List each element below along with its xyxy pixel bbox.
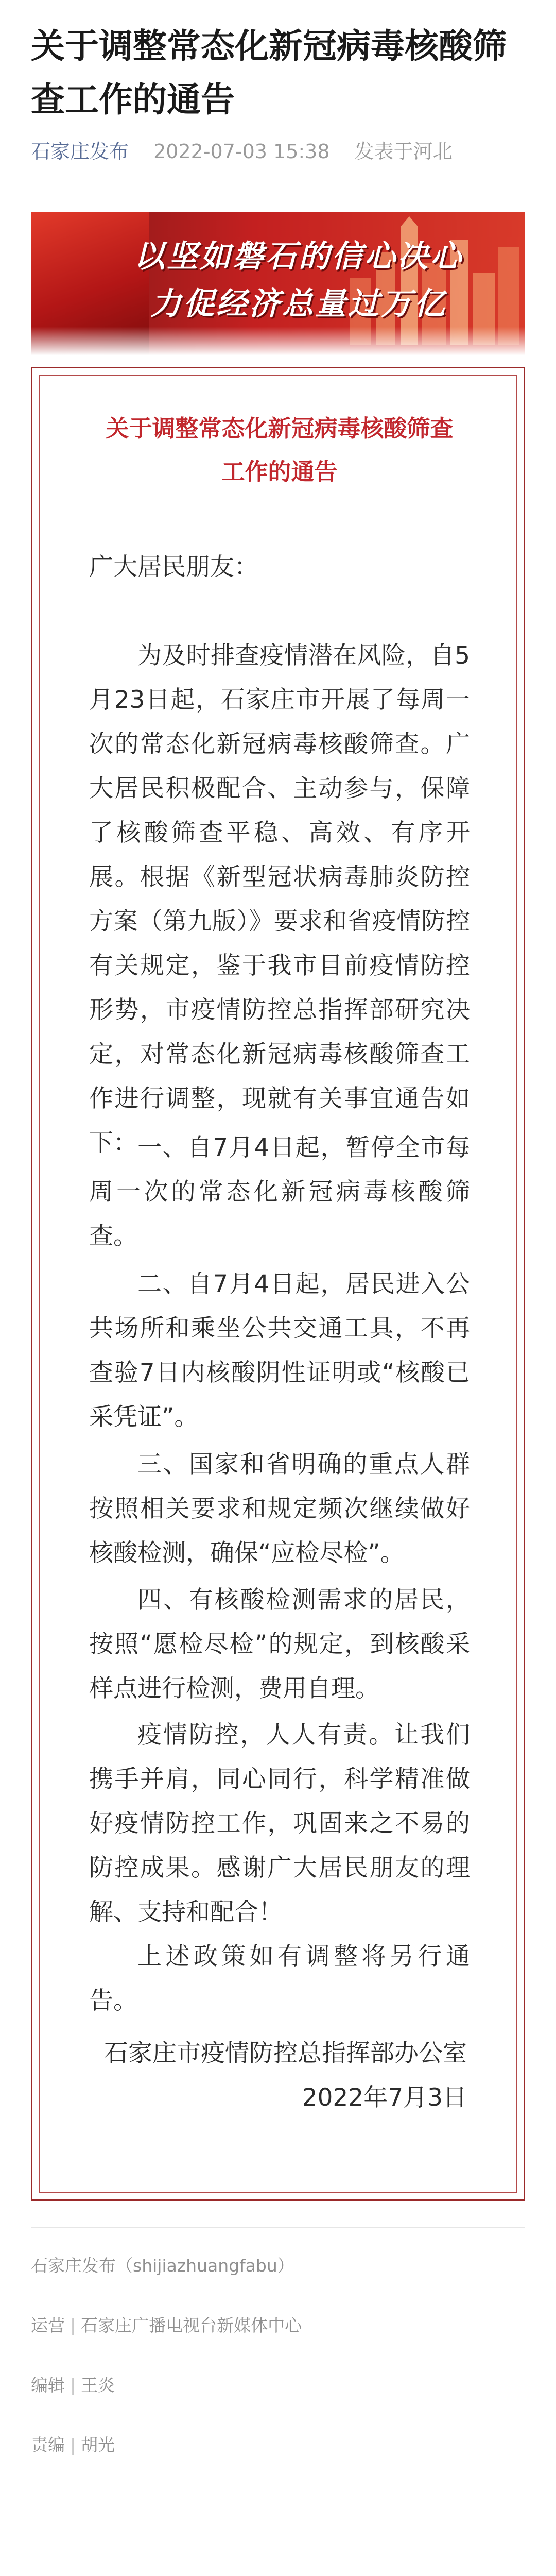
notice-frame [31,367,525,2201]
notice-closing: 疫情防控，人人有责。让我们携手并肩，同心同行，科学精准做好疫情防控工作，巩固来之不易的防控成果。感谢广大居民朋友的理解、支持和配合！ [89,1721,470,1926]
signature-org: 石家庄市疫情防控总指挥部办公室 [104,2039,467,2067]
notice-policy-note: 上述政策如有调整将另行通告。 [89,1942,470,2015]
notice-item-4: 四、有核酸检测需求的居民，按照“愿检尽检”的规定，到核酸采样点进行检测，费用自理。 [89,1586,470,1703]
notice-title: 关于调整常态化新冠病毒核酸筛查工作的通告 [106,415,454,485]
footer-divider [31,2227,525,2228]
page-title: 关于调整常态化新冠病毒核酸筛查工作的通告 [31,26,507,120]
operation-label: 运营 [31,2315,65,2335]
editor-label: 编辑 [31,2375,65,2395]
notice-paragraph-intro: 为及时排查疫情潜在风险，自5月23日起，石家庄市开展了每周一次的常态化新冠病毒核酸筛查。广大居民积极配合、主动参与，保障了核酸筛查平稳、高效、有序开展。根据《新型冠状病毒肺炎防控方案（第九版）》要求和省疫情防控有关规定，鉴于我市目前疫情防控形势，市疫情防控总指挥部研究决定，对常态化新冠病毒核酸筛查工作进行调整，现就有关事宜通告如下： [89,641,470,1157]
footer-chief-editor [31,2433,525,2458]
banner-fade [31,327,525,355]
publish-location: 发表于河北 [354,140,453,163]
separator: | [70,2375,76,2395]
header-banner [31,212,525,355]
chief-value: 胡光 [81,2435,115,2455]
editor-value: 王炎 [81,2375,115,2395]
footer-account: 石家庄发布（shijiazhuangfabu） [31,2256,294,2276]
publish-time: 2022-07-03 15:38 [153,140,330,163]
notice-item-3: 三、国家和省明确的重点人群按照相关要求和规定频次继续做好核酸检测，确保“应检尽检”。 [89,1450,470,1567]
separator: | [70,2315,76,2335]
notice-item-2: 二、自7月4日起，居民进入公共场所和乘坐公共交通工具，不再查验7日内核酸阴性证明或“核酸已采凭证”。 [89,1270,470,1431]
footer-editor [31,2373,525,2398]
footer-operation [31,2313,525,2338]
salutation: 广大居民朋友： [89,553,258,581]
banner-line-1: 以坚如磐石的信心决心 [134,239,463,275]
banner-slogan [103,233,494,328]
operation-value: 石家庄广播电视台新媒体中心 [81,2315,302,2335]
separator: | [70,2435,76,2455]
chief-label: 责编 [31,2435,65,2455]
article-meta [31,138,525,165]
banner-line-2: 力促经济总量过万亿 [150,286,447,322]
source-link[interactable]: 石家庄发布 [31,140,129,163]
signature-date: 2022年7月3日 [302,2083,467,2112]
notice-item-1: 一、自7月4日起，暂停全市每周一次的常态化新冠病毒核酸筛查。 [89,1133,470,1250]
